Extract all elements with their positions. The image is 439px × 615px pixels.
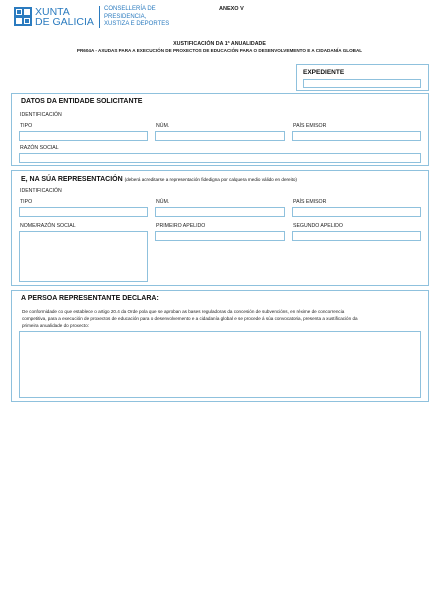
expediente-field[interactable] (303, 79, 421, 88)
declaracion-line3: primeira anualidade do proxecto: (22, 323, 89, 328)
representacion-note: (deberá acreditarse a representación fidedigna por calquera medio válido en dereito) (124, 177, 297, 182)
solicitante-pais-label: PAÍS EMISOR (293, 123, 327, 129)
department-name (104, 6, 169, 29)
representacion-identificacion-label: IDENTIFICACIÓN (20, 188, 62, 194)
annex-label: ANEXO V (219, 6, 244, 12)
representacion-tipo-label: TIPO (20, 199, 33, 205)
representacion-nome-field[interactable] (19, 231, 148, 282)
xunta-logo (14, 7, 104, 29)
department-line1: CONSELLERÍA DE (104, 6, 156, 12)
expediente-label: EXPEDIENTE (303, 69, 345, 76)
xunta-flag-icon (14, 7, 32, 26)
solicitante-title: DATOS DA ENTIDADE SOLICITANTE (21, 98, 143, 105)
document-title: XUSTIFICACIÓN DA 1ª ANUALIDADE (173, 41, 266, 47)
representacion-section (11, 170, 429, 286)
solicitante-pais-field[interactable] (292, 131, 421, 141)
solicitante-num-label: NÚM. (156, 123, 170, 129)
representacion-tipo-field[interactable] (19, 207, 148, 217)
department-line3: XUSTIZA E DEPORTES (104, 21, 170, 27)
representacion-nome-label: NOME/RAZÓN SOCIAL (20, 223, 76, 229)
representacion-apelido1-label: PRIMEIRO APELIDO (156, 223, 206, 229)
representacion-apelido2-label: SEGUNDO APELIDO (293, 223, 343, 229)
solicitante-razon-field[interactable] (19, 153, 421, 163)
document-subtitle: PR604A - AXUDAS PARA A EXECUCIÓN DE PROXECTOS DE EDUCACIÓN PARA O DESENVOLVEMENTO E A CIDADANÍA GLOBAL (76, 48, 363, 53)
representacion-pais-field[interactable] (292, 207, 421, 217)
department-line2: PRESIDENCIA, (104, 13, 147, 20)
declaracion-line1: De conformidade co que establece o artigo 20.4 da Orde pola que se aproban as bases reguladoras da concesión de subvencións, en réxime de concorrencia (22, 309, 345, 314)
declaracion-text (22, 308, 358, 329)
declaracion-section (11, 290, 429, 402)
solicitante-tipo-field[interactable] (19, 131, 148, 141)
logo-divider (99, 6, 100, 28)
expediente-box (296, 64, 429, 91)
xunta-line2: DE GALICIA (35, 16, 94, 28)
representacion-pais-label: PAÍS EMISOR (293, 199, 327, 205)
declaracion-textarea[interactable] (19, 331, 421, 398)
solicitante-section (11, 93, 429, 166)
representacion-num-field[interactable] (155, 207, 285, 217)
representacion-apelido1-field[interactable] (155, 231, 285, 241)
declaracion-title: A PERSOA REPRESENTANTE DECLARA: (21, 295, 159, 302)
solicitante-razon-label: RAZÓN SOCIAL (20, 145, 59, 151)
representacion-title-text: E, NA SÚA REPRESENTACIÓN (21, 176, 123, 183)
solicitante-tipo-label: TIPO (20, 123, 33, 129)
solicitante-num-field[interactable] (155, 131, 285, 141)
declaracion-line2: competitiva, para a execución de proxectos de educación para o desenvolvemento e a cidadanía global e se procede á súa convocatoria, presenta a xustificación da (22, 316, 358, 321)
representacion-num-label: NÚM. (156, 199, 170, 205)
xunta-line1: XUNTA (35, 6, 70, 18)
representacion-title (21, 176, 297, 183)
solicitante-identificacion-label: IDENTIFICACIÓN (20, 112, 62, 118)
representacion-apelido2-field[interactable] (292, 231, 421, 241)
